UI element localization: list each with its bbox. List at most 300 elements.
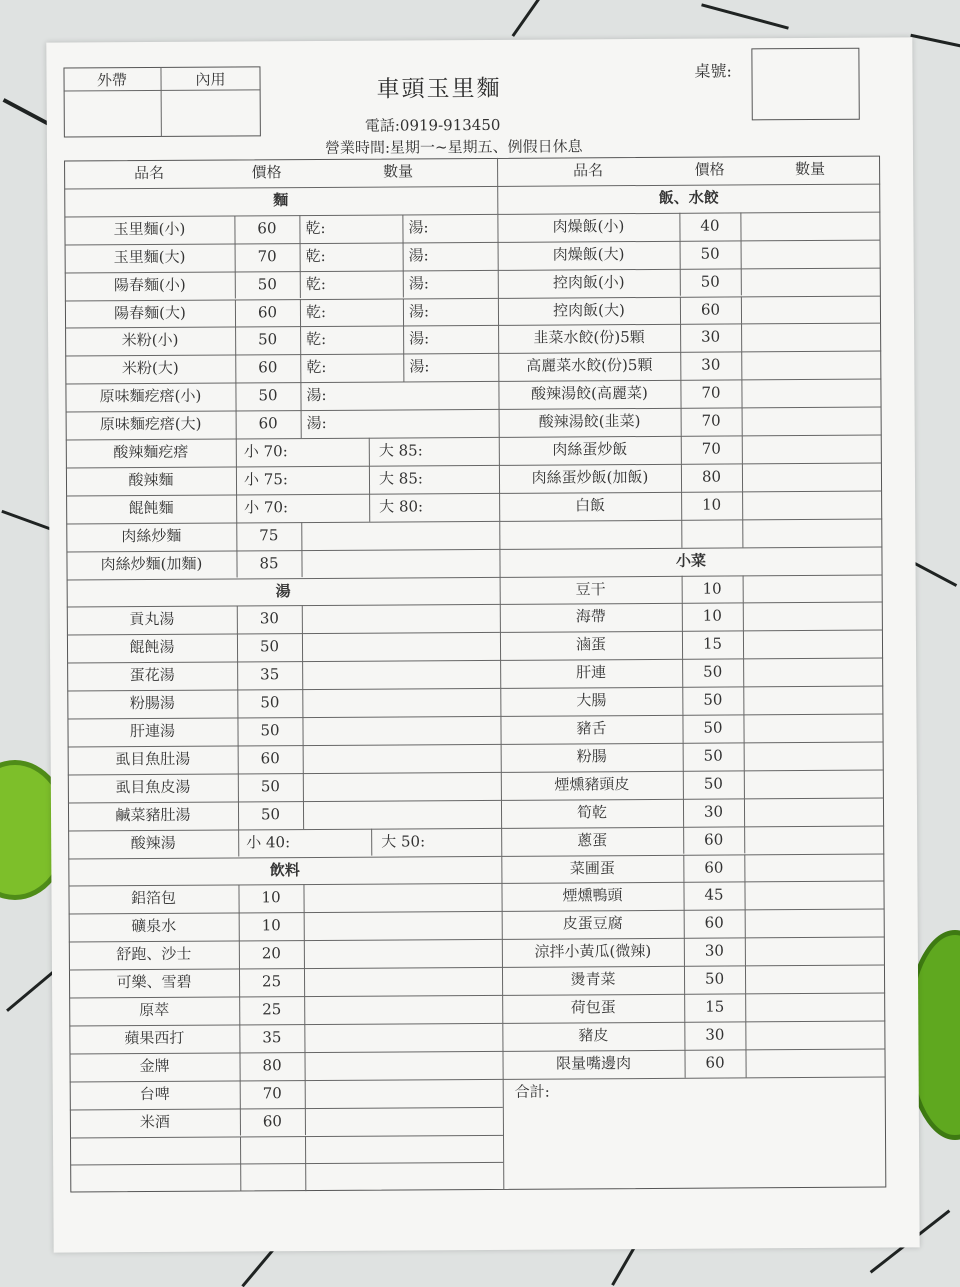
column-divider xyxy=(682,687,683,715)
soup-label: 湯: xyxy=(408,246,429,265)
column-divider xyxy=(682,631,683,659)
noodle-item-name: 餛飩麵 xyxy=(128,498,174,517)
column-divider xyxy=(304,940,305,968)
dry-label: 乾: xyxy=(306,358,327,377)
quantity-input[interactable] xyxy=(744,491,880,518)
quantity-input[interactable] xyxy=(743,380,879,407)
quantity-input[interactable] xyxy=(746,854,882,881)
soup-label: 湯: xyxy=(306,414,327,433)
rice-item-name: 控肉飯(大) xyxy=(553,300,625,320)
rice-item-name: 肉燥飯(大) xyxy=(552,244,625,264)
column-divider xyxy=(742,491,743,519)
column-divider xyxy=(403,354,404,382)
rice-item-price: 30 xyxy=(701,355,721,374)
quantity-input[interactable] xyxy=(744,463,880,490)
soup-quantity-input[interactable] xyxy=(332,382,494,409)
column-divider xyxy=(684,938,685,966)
column-divider xyxy=(240,1108,241,1136)
rice-item-price: 40 xyxy=(700,216,720,235)
soup-item-name: 貢丸湯 xyxy=(129,610,175,629)
column-divider xyxy=(742,435,743,463)
column-divider xyxy=(682,603,683,631)
side-item-price: 50 xyxy=(703,746,723,765)
drink-item-price: 60 xyxy=(262,1111,283,1130)
header-price-left: 價格 xyxy=(251,163,282,182)
large-size-label: 大 80: xyxy=(379,497,424,516)
noodle-item-price: 60 xyxy=(257,219,277,238)
column-divider xyxy=(304,996,305,1024)
quantity-input[interactable] xyxy=(747,938,883,965)
noodle-item-name: 玉里麵(小) xyxy=(113,219,186,239)
quantity-input[interactable] xyxy=(307,1080,501,1107)
drink-item-name: 鋁箔包 xyxy=(130,889,177,908)
column-divider xyxy=(301,522,302,550)
column-divider xyxy=(681,492,682,520)
column-divider xyxy=(741,380,742,408)
section-title-noodles: 麵 xyxy=(273,191,289,210)
soup-item-price: 50 xyxy=(260,777,280,796)
column-divider xyxy=(236,550,237,578)
column-divider xyxy=(684,994,685,1022)
side-item-name: 煙燻豬頭皮 xyxy=(554,774,630,794)
drink-item-name: 金牌 xyxy=(139,1056,170,1075)
side-item-price: 15 xyxy=(705,997,725,1016)
column-divider xyxy=(680,296,681,324)
noodle-item-name: 米粉(大) xyxy=(121,359,179,378)
drink-item-name: 台啤 xyxy=(139,1084,170,1103)
rice-item-price: 70 xyxy=(701,439,721,458)
quantity-input[interactable] xyxy=(747,910,883,937)
dry-label: 乾: xyxy=(305,302,327,321)
column-divider xyxy=(684,1050,685,1078)
quantity-input[interactable] xyxy=(745,603,881,630)
soup-item-price: 50 xyxy=(260,804,281,824)
drink-item-name: 舒跑、沙士 xyxy=(116,944,192,964)
quantity-input[interactable] xyxy=(743,240,879,267)
column-divider xyxy=(305,1080,306,1108)
column-divider xyxy=(740,212,741,240)
column-divider xyxy=(743,686,744,714)
side-item-price: 15 xyxy=(702,634,723,653)
column-divider xyxy=(680,380,681,408)
column-divider xyxy=(745,1049,746,1077)
noodle-item-name: 原味麵疙瘩(大) xyxy=(99,414,202,434)
column-divider xyxy=(237,717,238,745)
column-divider xyxy=(305,1108,306,1136)
column-divider xyxy=(683,771,684,799)
quantity-input[interactable] xyxy=(306,968,500,995)
dinein-label: 內用 xyxy=(195,70,226,89)
takeout-label: 外帶 xyxy=(96,71,128,90)
side-item-price: 10 xyxy=(702,579,722,598)
quantity-input[interactable] xyxy=(304,605,498,632)
restaurant-title: 車頭玉里麵 xyxy=(376,75,502,103)
noodle-item-price: 50 xyxy=(258,386,278,405)
column-divider xyxy=(743,659,744,687)
column-divider xyxy=(302,633,303,661)
side-item-name: 蔥蛋 xyxy=(577,830,608,850)
column-divider xyxy=(237,690,238,718)
quantity-input[interactable] xyxy=(744,408,880,435)
column-divider xyxy=(680,324,681,352)
soup-item-name: 粉腸湯 xyxy=(129,693,175,713)
noodle-item-name: 酸辣麵 xyxy=(128,470,174,490)
column-divider xyxy=(681,464,682,492)
side-item-name: 筍乾 xyxy=(576,802,608,822)
quantity-input[interactable] xyxy=(746,882,882,909)
rice-item-name: 肉燥飯(小) xyxy=(552,216,625,236)
column-divider xyxy=(744,742,745,770)
column-divider xyxy=(744,854,745,882)
column-divider xyxy=(234,215,235,243)
quantity-input[interactable] xyxy=(742,212,878,239)
column-divider xyxy=(238,829,239,857)
side-item-price: 30 xyxy=(705,1025,725,1044)
rice-item-name: 肉絲蛋炒飯(加飯) xyxy=(531,467,649,487)
quantity-input[interactable] xyxy=(303,522,497,549)
column-divider xyxy=(302,605,303,633)
total-amount-field[interactable] xyxy=(563,1078,877,1185)
soup-label: 湯: xyxy=(408,218,429,237)
header-name-right: 品名 xyxy=(573,161,604,180)
column-divider xyxy=(369,438,370,466)
rice-item-price: 70 xyxy=(701,383,721,402)
noodle-item-price: 50 xyxy=(257,274,277,293)
side-item-price: 50 xyxy=(704,969,725,988)
side-item-name: 豬舌 xyxy=(576,719,607,738)
section-title-drinks: 飲料 xyxy=(269,860,300,879)
noodle-item-price: 60 xyxy=(258,414,278,433)
dry-quantity-input[interactable] xyxy=(332,299,399,325)
column-divider xyxy=(741,324,742,352)
rice-item-price: 70 xyxy=(701,411,721,430)
column-divider xyxy=(743,714,744,742)
quantity-input[interactable] xyxy=(304,717,498,744)
side-item-price: 60 xyxy=(704,858,724,877)
soup-item-name: 虱目魚肚湯 xyxy=(115,749,191,769)
column-divider xyxy=(741,352,742,380)
noodle-item-price: 70 xyxy=(257,246,277,266)
column-divider xyxy=(369,466,370,494)
quantity-input[interactable] xyxy=(305,745,499,772)
column-divider xyxy=(240,1080,241,1108)
small-quantity-input[interactable] xyxy=(298,829,367,855)
column-divider xyxy=(681,519,682,547)
dry-quantity-input[interactable] xyxy=(331,215,398,241)
column-divider xyxy=(238,885,239,913)
quantity-input[interactable] xyxy=(305,884,499,911)
soup-item-price: 60 xyxy=(260,749,280,768)
column-divider xyxy=(683,826,684,854)
column-divider xyxy=(369,493,370,521)
quantity-input[interactable] xyxy=(745,575,881,602)
soup-quantity-input[interactable] xyxy=(435,243,494,269)
soup-quantity-input[interactable] xyxy=(435,298,494,324)
section-title-sides: 小菜 xyxy=(675,551,707,570)
side-item-price: 45 xyxy=(704,885,724,905)
column-divider xyxy=(745,1021,746,1049)
soup-quantity-input[interactable] xyxy=(434,215,493,241)
column-divider xyxy=(682,659,683,687)
quantity-input[interactable] xyxy=(747,1021,883,1048)
column-divider xyxy=(742,408,743,436)
table-number-label: 桌號: xyxy=(694,61,732,81)
column-divider xyxy=(743,575,744,603)
column-divider xyxy=(682,715,683,743)
rice-item-price: 80 xyxy=(701,467,722,486)
quantity-input[interactable] xyxy=(747,966,883,993)
quantity-input[interactable] xyxy=(304,661,498,688)
column-divider xyxy=(403,242,404,270)
quantity-input[interactable] xyxy=(745,659,881,686)
drink-item-price: 25 xyxy=(261,972,282,991)
column-divider xyxy=(684,910,685,938)
noodle-item-name: 陽春麵(大) xyxy=(114,303,186,322)
column-divider xyxy=(680,268,681,296)
section-title-soups: 湯 xyxy=(275,581,291,600)
column-divider xyxy=(300,271,301,299)
quantity-input[interactable] xyxy=(743,352,879,379)
soup-quantity-input[interactable] xyxy=(435,354,494,380)
side-item-price: 60 xyxy=(705,1053,725,1072)
column-divider xyxy=(683,743,684,771)
dry-quantity-input[interactable] xyxy=(332,327,399,353)
column-divider xyxy=(304,1052,305,1080)
column-divider xyxy=(240,1136,241,1164)
small-quantity-input[interactable] xyxy=(296,495,365,521)
quantity-input[interactable] xyxy=(747,1049,883,1076)
header-price-right: 價格 xyxy=(694,160,725,179)
drink-item-name: 礦泉水 xyxy=(131,917,177,936)
menu-table xyxy=(46,37,919,1252)
column-divider xyxy=(679,213,680,241)
quantity-input[interactable] xyxy=(743,324,879,351)
rice-item-name: 酸辣湯餃(韭菜) xyxy=(538,412,641,431)
large-size-label: 大 85: xyxy=(378,469,423,488)
quantity-input[interactable] xyxy=(743,296,879,323)
noodle-item-name: 肉絲炒麵 xyxy=(121,526,182,545)
soup-label: 湯: xyxy=(306,386,327,405)
column-divider xyxy=(302,661,303,689)
large-quantity-input[interactable] xyxy=(429,438,495,464)
drink-item-price: 10 xyxy=(261,916,281,935)
quantity-input[interactable] xyxy=(744,436,880,463)
quantity-input[interactable] xyxy=(303,550,497,577)
column-divider xyxy=(239,941,240,969)
drink-item-price: 70 xyxy=(262,1083,282,1103)
soup-item-name: 餛飩湯 xyxy=(129,638,175,657)
quantity-input[interactable] xyxy=(746,742,882,769)
column-divider xyxy=(304,968,305,996)
noodle-item-price: 60 xyxy=(258,358,278,377)
column-divider xyxy=(238,773,239,801)
column-divider xyxy=(745,910,746,938)
rice-item-name: 肉絲蛋炒飯 xyxy=(552,440,628,459)
rice-item-price: 50 xyxy=(700,244,720,263)
noodle-item-name: 原味麵疙瘩(小) xyxy=(99,386,202,406)
side-item-name: 豬皮 xyxy=(578,1026,609,1045)
drink-item-price: 20 xyxy=(261,944,281,963)
soup-label: 湯: xyxy=(408,301,430,320)
column-divider xyxy=(236,522,237,550)
side-item-name: 肝連 xyxy=(576,663,607,682)
rice-item-price: 60 xyxy=(700,300,721,319)
column-divider xyxy=(303,801,304,829)
soup-item-name: 鹹菜豬肚湯 xyxy=(115,805,191,824)
quantity-input[interactable] xyxy=(307,1107,501,1134)
quantity-input[interactable] xyxy=(304,633,498,660)
column-divider xyxy=(683,798,684,826)
dry-label: 乾: xyxy=(306,330,327,349)
side-item-price: 50 xyxy=(703,774,723,793)
drink-item-name: 可樂、雪碧 xyxy=(116,972,192,992)
small-size-label: 小 70: xyxy=(244,497,289,517)
quantity-input[interactable] xyxy=(746,798,882,825)
soup-item-price: 50 xyxy=(259,637,280,656)
column-divider xyxy=(304,1024,305,1052)
column-divider xyxy=(683,882,684,910)
quantity-input[interactable] xyxy=(306,996,500,1023)
column-divider xyxy=(681,408,682,436)
column-divider xyxy=(300,382,301,410)
small-size-label: 小 70: xyxy=(243,442,288,461)
side-item-price: 60 xyxy=(704,913,724,932)
column-divider xyxy=(235,243,236,271)
side-item-name: 滷蛋 xyxy=(575,635,607,654)
quantity-input[interactable] xyxy=(306,1024,500,1051)
large-quantity-input[interactable] xyxy=(429,466,495,492)
dry-label: 乾: xyxy=(305,246,326,265)
quantity-input[interactable] xyxy=(305,773,499,800)
column-divider xyxy=(239,969,240,997)
column-divider xyxy=(403,326,404,354)
quantity-input[interactable] xyxy=(306,940,500,967)
small-size-label: 小 40: xyxy=(246,832,291,852)
column-divider xyxy=(300,354,301,382)
column-divider xyxy=(743,603,744,631)
column-divider xyxy=(680,352,681,380)
side-item-price: 30 xyxy=(703,802,724,821)
soup-item-price: 35 xyxy=(260,665,280,684)
drink-item-name: 原萃 xyxy=(139,1000,170,1020)
dry-quantity-input[interactable] xyxy=(332,271,399,297)
rice-item-name: 酸辣湯餃(高麗菜) xyxy=(531,384,648,403)
column-divider xyxy=(303,745,304,773)
dry-label: 乾: xyxy=(305,274,326,293)
small-quantity-input[interactable] xyxy=(296,439,365,465)
column-divider xyxy=(681,436,682,464)
column-divider xyxy=(741,240,742,268)
side-item-price: 50 xyxy=(703,718,723,737)
large-quantity-input[interactable] xyxy=(429,494,495,520)
side-item-name: 荷包蛋 xyxy=(570,998,616,1017)
soup-quantity-input[interactable] xyxy=(435,271,494,297)
total-label: 合計: xyxy=(514,1082,550,1101)
quantity-input[interactable] xyxy=(746,826,882,853)
quantity-input[interactable] xyxy=(745,687,881,714)
noodle-item-name: 肉絲炒麵(加麵) xyxy=(100,554,203,573)
quantity-input[interactable] xyxy=(745,631,881,658)
rice-item-price: 30 xyxy=(701,327,721,347)
soup-label: 湯: xyxy=(408,273,429,293)
column-divider xyxy=(236,411,237,439)
column-divider xyxy=(682,575,683,603)
column-divider xyxy=(745,965,746,993)
column-divider xyxy=(238,745,239,773)
side-item-name: 豆干 xyxy=(575,579,606,598)
side-item-price: 30 xyxy=(704,941,724,960)
column-divider xyxy=(744,882,745,910)
quantity-input[interactable] xyxy=(306,1052,500,1079)
side-item-price: 10 xyxy=(702,606,722,626)
column-divider xyxy=(403,270,404,298)
column-divider xyxy=(239,1052,240,1080)
quantity-input[interactable] xyxy=(305,801,499,828)
soup-item-price: 50 xyxy=(260,693,280,712)
quantity-input[interactable] xyxy=(747,994,883,1021)
column-divider xyxy=(239,996,240,1024)
column-divider xyxy=(680,240,681,268)
quantity-input[interactable] xyxy=(746,770,882,797)
column-divider xyxy=(742,463,743,491)
noodle-item-name: 米粉(小) xyxy=(121,331,179,350)
soup-item-name: 肝連湯 xyxy=(129,721,176,741)
quantity-input[interactable] xyxy=(745,715,881,742)
side-item-name: 燙青菜 xyxy=(570,970,616,989)
column-divider xyxy=(744,826,745,854)
column-divider xyxy=(236,439,237,467)
soup-item-price: 50 xyxy=(260,721,280,740)
column-divider xyxy=(239,1024,240,1052)
small-size-label: 小 75: xyxy=(243,470,288,489)
column-divider xyxy=(745,993,746,1021)
column-divider xyxy=(235,355,236,383)
quantity-input[interactable] xyxy=(306,912,500,939)
soup-quantity-input[interactable] xyxy=(435,326,494,352)
column-divider xyxy=(238,801,239,829)
column-divider xyxy=(371,828,372,856)
order-sheet xyxy=(46,37,919,1252)
soup-quantity-input[interactable] xyxy=(333,410,495,437)
noodle-item-price: 60 xyxy=(257,302,278,321)
column-divider xyxy=(301,550,302,578)
header-name-left: 品名 xyxy=(134,163,165,183)
column-divider xyxy=(237,662,238,690)
drink-item-price: 25 xyxy=(262,1000,282,1019)
soup-item-name: 酸辣湯 xyxy=(130,833,176,852)
column-divider xyxy=(683,854,684,882)
side-item-name: 限量嘴邊肉 xyxy=(555,1053,632,1073)
rice-item-name: 韭菜水餃(份)5顆 xyxy=(533,328,645,348)
dry-quantity-input[interactable] xyxy=(332,355,399,381)
column-divider xyxy=(235,383,236,411)
quantity-input[interactable] xyxy=(304,689,498,716)
phone-number: 電話:0919-913450 xyxy=(364,115,501,135)
column-divider xyxy=(236,466,237,494)
quantity-input[interactable] xyxy=(743,268,879,295)
soup-label: 湯: xyxy=(409,329,430,348)
large-size-label: 大 50: xyxy=(381,831,426,851)
small-quantity-input[interactable] xyxy=(296,467,365,493)
column-divider xyxy=(302,689,303,717)
column-divider xyxy=(303,884,304,912)
soup-label: 湯: xyxy=(409,357,430,376)
side-item-name: 煙燻鴨頭 xyxy=(562,886,623,905)
side-item-price: 50 xyxy=(703,690,723,709)
column-divider xyxy=(235,327,236,355)
dry-quantity-input[interactable] xyxy=(332,243,399,269)
large-quantity-input[interactable] xyxy=(431,829,497,855)
